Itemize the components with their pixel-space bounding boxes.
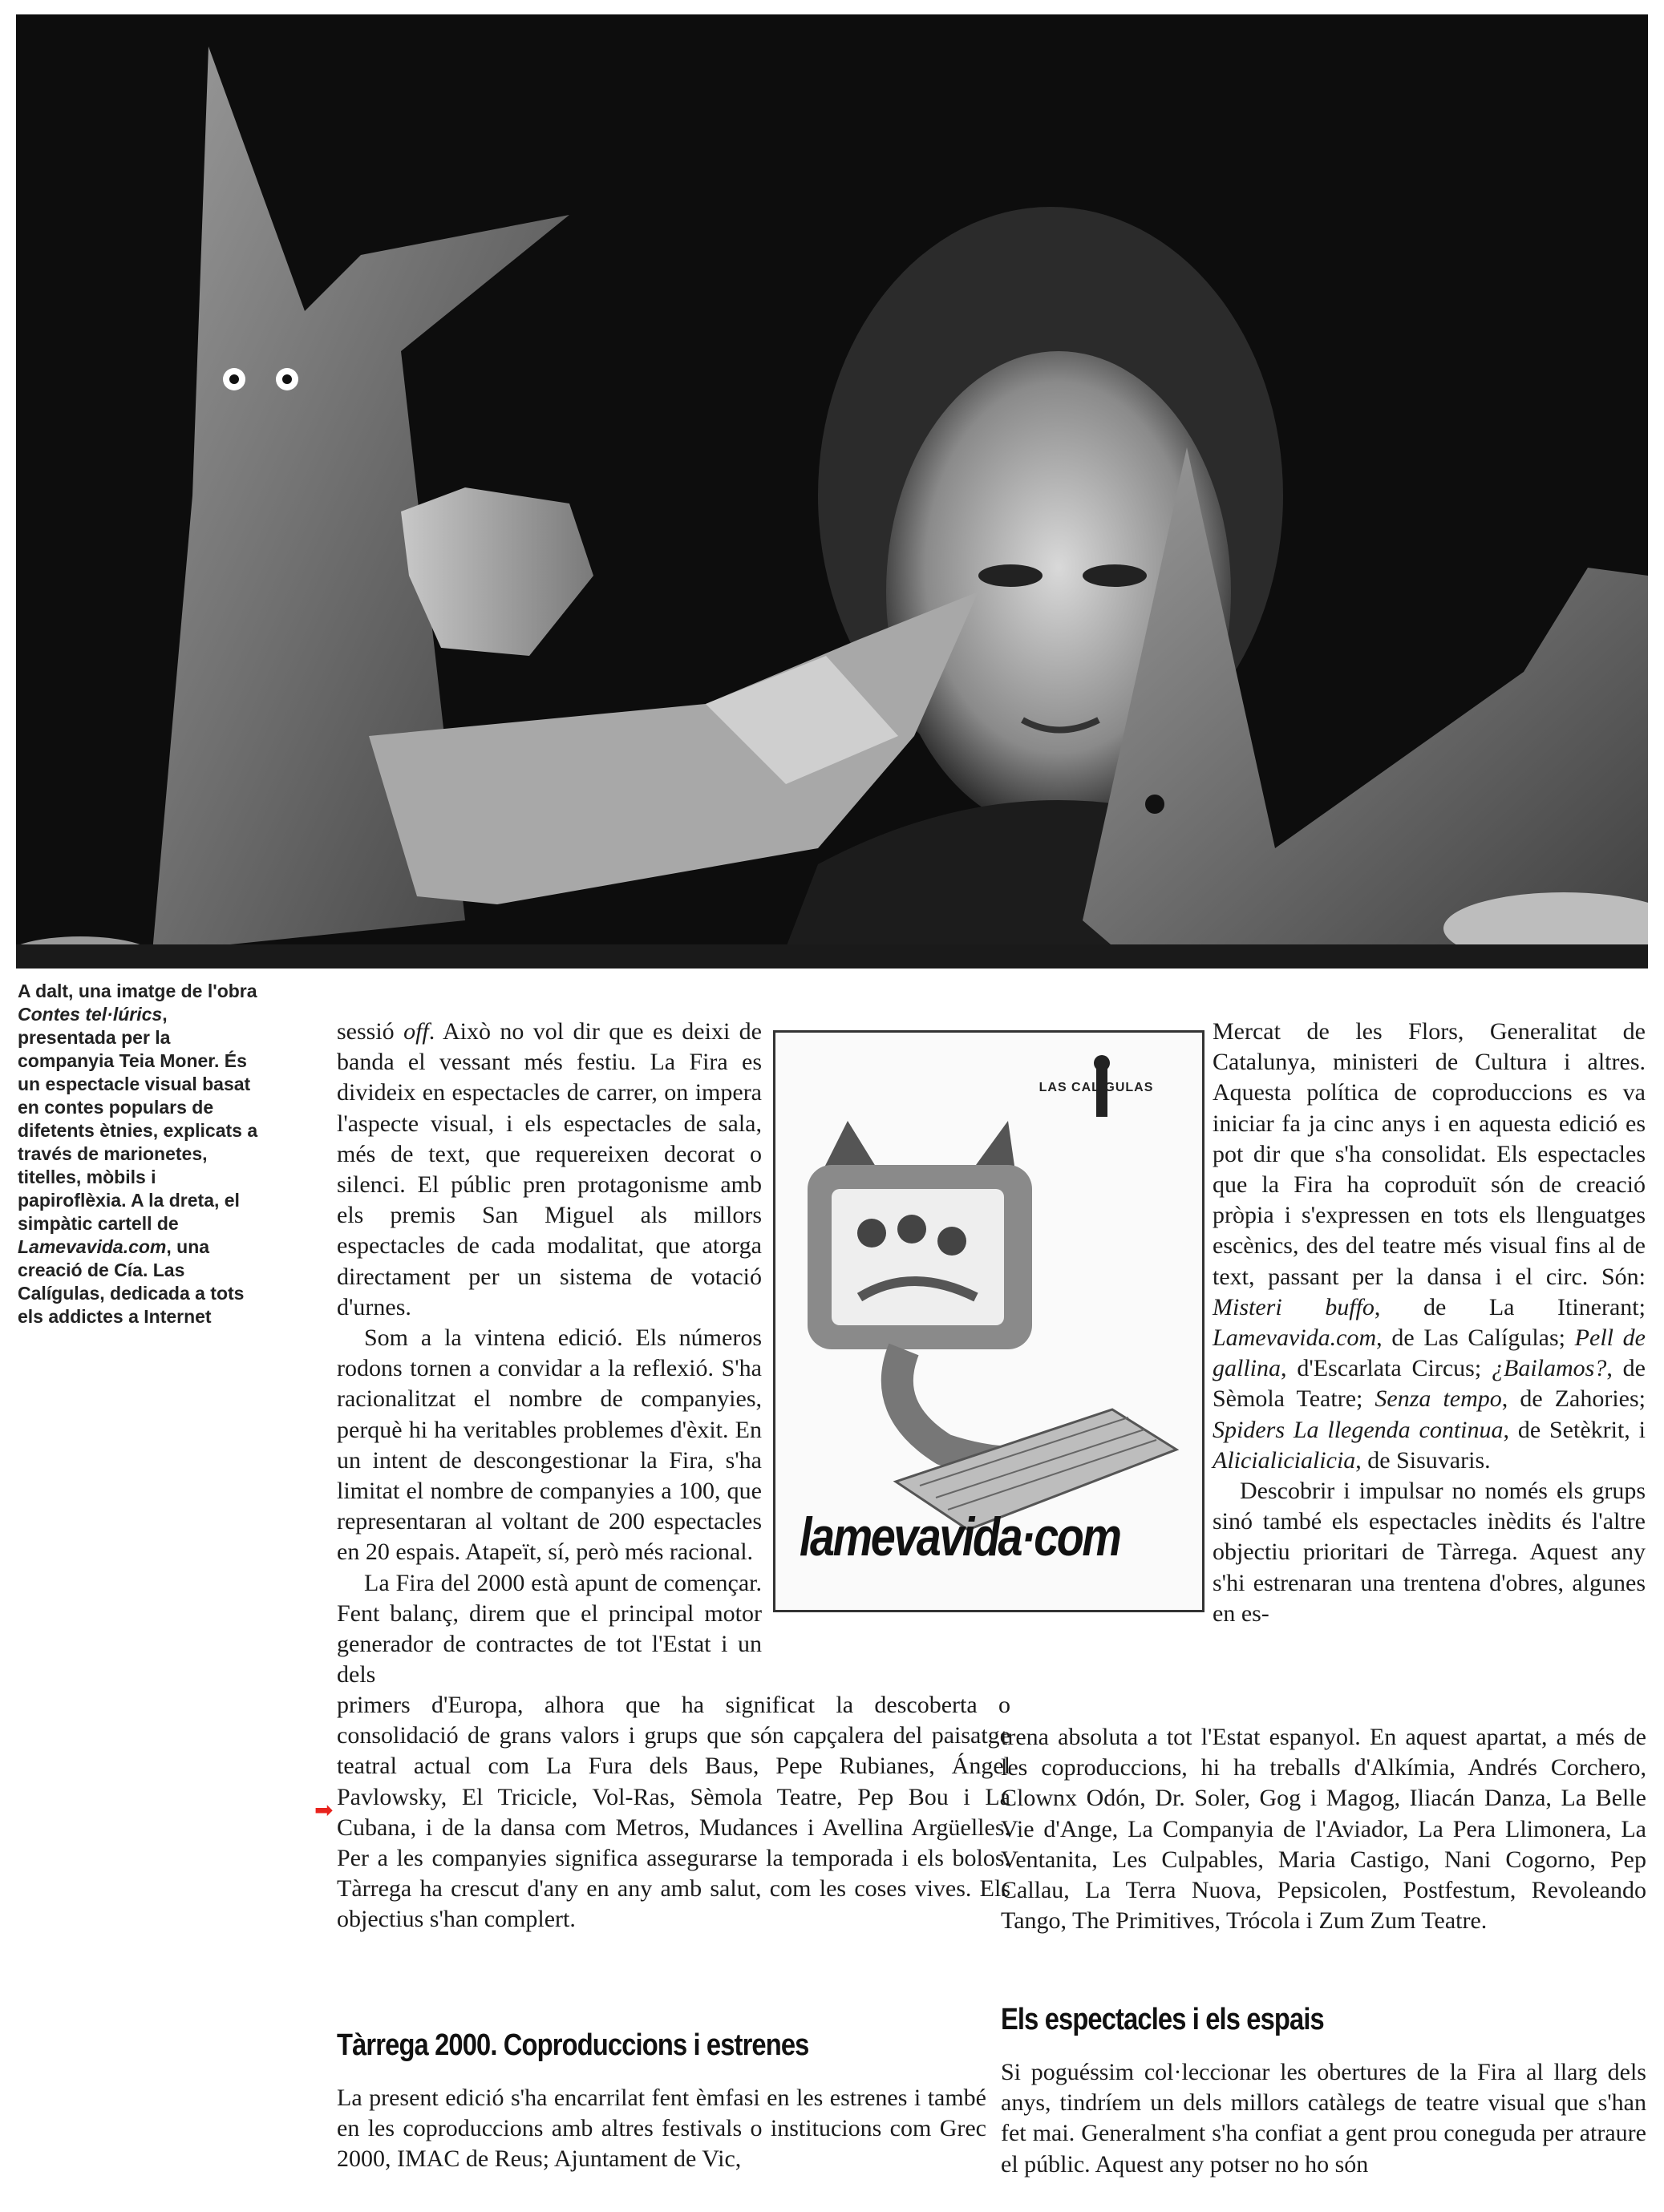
lamevavida-poster — [773, 1030, 1204, 1612]
wide-left-text: primers d'Europa, alhora que ha significat la descoberta o consolidació de grans valors i grups que són capçalera del paisatge teatral actual com La Fura dels Baus, Pepe Rubianes, Ángel Pavlowsky, El Tricicle, Vol-Ras, Sèmola Teatre, Pep Bou i La Cubana, i de la dansa com Metros, Mudances i Avellina Argüelles. Per a les companyies significa assegurarse la temporada i els bolos. Tàrrega ha crescut d'any en any amb salut, com les coses vives. Els objectius s'han complert. — [337, 1692, 1010, 1933]
paragraph: La Fira del 2000 està apunt de començar. Fent balanç, direm que el principal motor generador de contractes de tot l'Estat i un dels — [337, 1569, 762, 1688]
section-heading-tarrega: Tàrrega 2000. Coproduccions i estrenes — [337, 2028, 809, 2062]
paragraph: Mercat de les Flors, Generalitat de Catalunya, ministeri de Cultura i altres. Aquesta política de coproduccions es va iniciar fa ja cinc anys i en aquesta edició es pot dir que s'ha consolidat. Els espectacles que la Fira ha coproduït són de creació pròpia i s'expressen en tots els llenguatges escènics, des del teatre més visual fins al de text, passant per la dansa i el circ. Són: Misteri buffo, de La Itinerant; Lamevavida.com, de Las Calígulas; Pell de gallina, d'Escarlata Circus; ¿Bailamos?, de Sèmola Teatre; Senza tempo, de Zahories; Spiders La llegenda continua, de Setèkrit, i Alicialicialicia, de Sisuvaris. — [1213, 1018, 1646, 1474]
caption-work-title: Contes tel·lúrics — [18, 1004, 163, 1025]
poster-brand: LAS CALÍGULAS — [1038, 1081, 1154, 1094]
paragraph: sessió off. Això no vol dir que es deixi de banda el vessant més festiu. La Fira es divideix en espectacles de carrer, on impera l'aspecte visual, i els espectacles de sala, més de text, que requereixen decorat o silenci. El públic pren protagonisme amb els premis San Miguel als millors espectacles de cada modalitat, que atorga directament per un sistema de votació d'urnes. — [337, 1018, 762, 1320]
caption-text: A dalt, una imatge de l'obra — [18, 981, 257, 1001]
paragraph: Descobrir i impulsar no només els grups sinó també els espectacles inèdits és l'altre objectiu prioritari de Tàrrega. Aquest any s'hi estrenaran una trentena d'obres, algunes en es- — [1213, 1478, 1646, 1627]
caption-poster-name: Lamevavida.com — [18, 1236, 167, 1257]
section-heading-espectacles: Els espectacles i els espais — [1001, 2003, 1324, 2036]
paragraph: Som a la vintena edició. Els números rodons tornen a convidar a la reflexió. S'ha racionalitzat el nombre de companyies, perquè hi ha veritables problemes d'èxit. En un intent de descongestionar la Fira, s'ha limitat el nombre de companyies a 100, que representaran al voltant de 200 espectacles en 20 espais. Atapeït, sí, però més racional. — [337, 1324, 762, 1566]
top-photograph — [16, 14, 1648, 969]
caption-text: , presentada per la companyia Teia Moner. És un espectacle visual basat en contes populars de difetents ètnies, explicats a través de marionetes, titelles, mòbils i papiroflèxia. A la dreta, el simpàtic cartell de — [18, 1004, 258, 1234]
photo-caption — [18, 980, 258, 1328]
middle-column — [337, 1017, 762, 1690]
arrow-marker-icon: ➡ — [314, 1797, 334, 1823]
right-column — [1213, 1017, 1646, 1629]
section-text-espectacles: Si poguéssim col·leccionar les obertures de la Fira al llarg dels anys, tindríem un dels millors catàlegs de teatre visual que s'han fet mai. Generalment s'ha confiat a gent prou coneguda per atraure el públic. Aquest any potser no ho són — [1001, 2059, 1646, 2178]
section-text-tarrega: La present edició s'ha encarrilat fent èmfasi en les estrenes i també en les coproduccions amb altres festivals o institucions com Grec 2000, IMAC de Reus; Ajuntament de Vic, — [337, 2085, 986, 2173]
wide-right-text: trena absoluta a tot l'Estat espanyol. En aquest apartat, a més de les coproduccions, hi ha treballs d'Alkímia, Andrés Corchero, Clownx Odón, Dr. Soler, Gog i Magog, Iliacán Danza, La Belle Vie d'Ange, La Companyia de l'Aviador, La Pera Llimonera, La Ventanita, Les Culpables, Maria Castigo, Nani Cogorno, Pep Callau, La Terra Nuova, Pepsicolen, Postfestum, Revoleando Tango, The Primitives, Trócola i Zum Zum Teatre. — [1001, 1724, 1646, 1935]
origami-puppets-photo — [16, 14, 1648, 969]
poster-title: lamevavida·com — [800, 1506, 1120, 1567]
caption-text: , una creació de Cía. Las Calígulas, dedicada a tots els addictes a Internet — [18, 1236, 245, 1327]
